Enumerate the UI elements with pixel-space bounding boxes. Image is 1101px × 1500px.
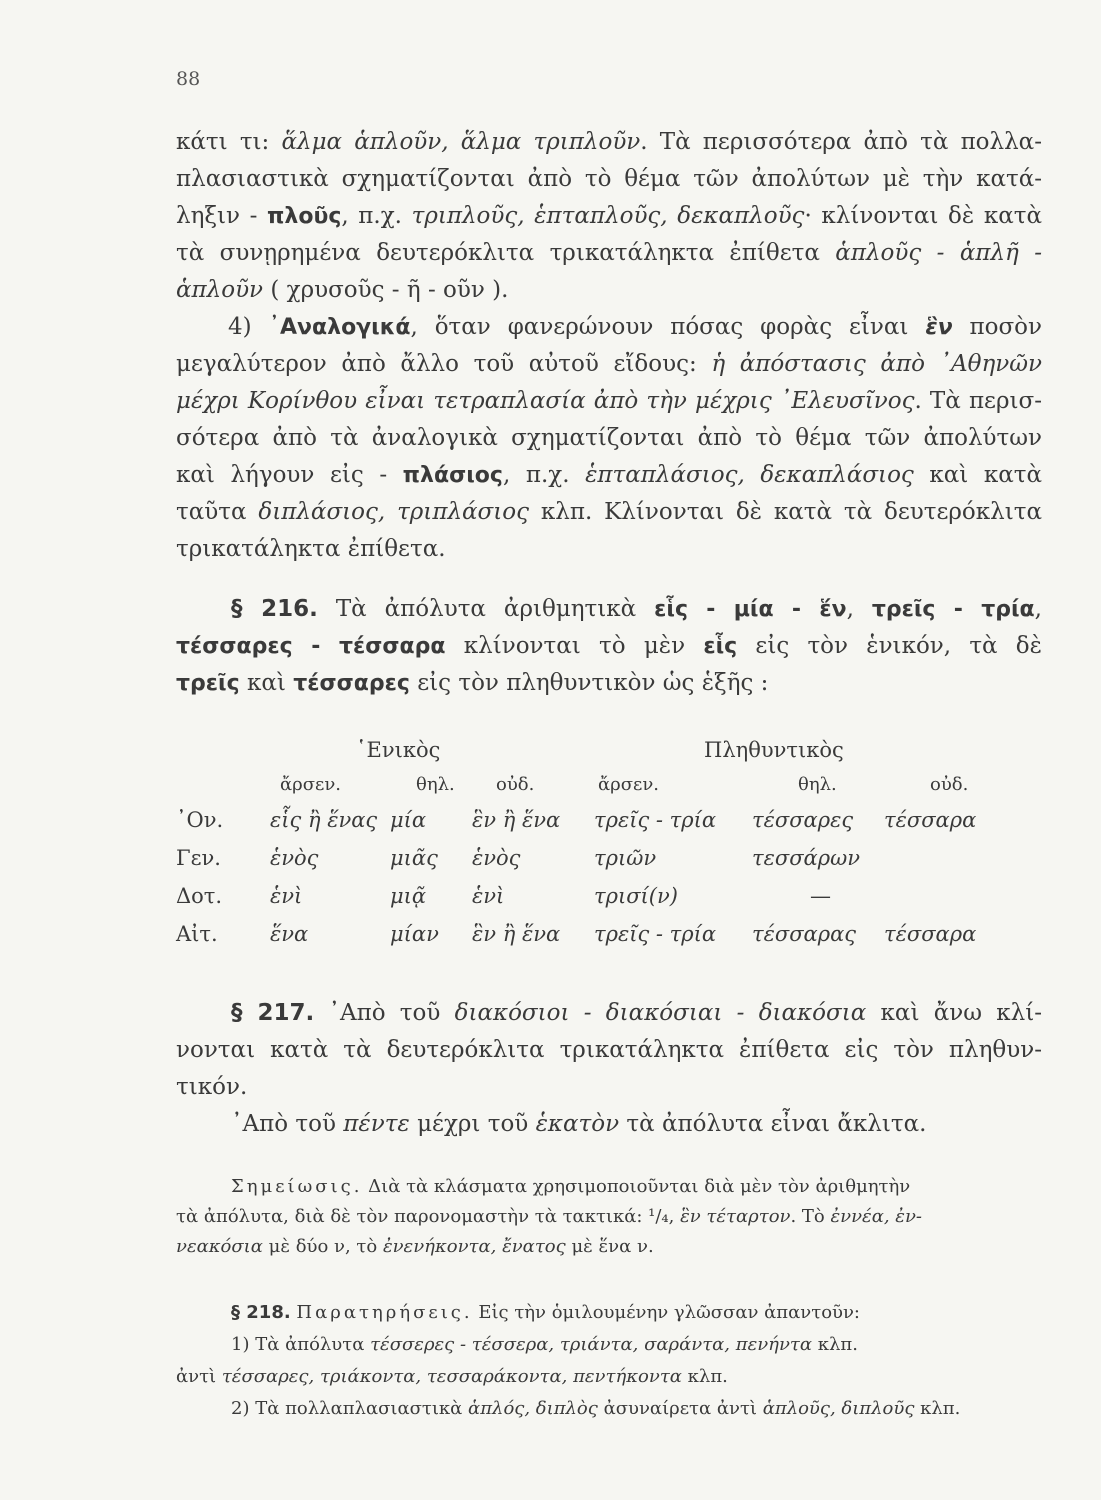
table-cell: τέσσαρα <box>884 922 977 946</box>
section-216 <box>176 591 1042 702</box>
text-line: τρεῖς καὶ τέσσαρες εἰς τὸν πληθυντικὸν ὡς ἑξῆς : <box>176 670 769 696</box>
text-line: νονται κατὰ τὰ δευτερόκλιτα τρικατάληκτα ἐπίθετα εἰς τὸν πληθυν- <box>176 1037 1042 1063</box>
table-cell: τέσσαρες <box>752 808 854 832</box>
table-cell: ἑνὶ <box>270 884 303 908</box>
text-line: τρικατάληκτα ἐπίθετα. <box>176 536 446 562</box>
text-line: τικόν. <box>176 1074 248 1100</box>
case-label: Αἰτ. <box>176 922 218 946</box>
text-line: μεγαλύτερον ἀπὸ ἄλλο τοῦ αὐτοῦ εἴδους: ἡ ἀπόστασις ἀπὸ ᾿Αθηνῶν <box>176 351 1043 377</box>
note-line: Σημείωσις. Διὰ τὰ κλάσματα χρησιμοποιοῦνται διὰ μὲν τὸν ἀριθμητὴν <box>231 1176 911 1197</box>
table-cell: ἕνα <box>270 922 309 946</box>
table-cell: μίαν <box>390 922 439 946</box>
paragraph-multiplicatives <box>176 124 1042 309</box>
text-line: 4) ᾿Αναλογικά, ὅταν φανερώνουν πόσας φορὰς εἶναι ἓν ποσὸν <box>228 314 1042 340</box>
text-line: § 216. Τὰ ἀπόλυτα ἀριθμητικὰ εἷς - μία - ἕν, τρεῖς - τρία, <box>231 596 1042 622</box>
text-line: τέσσαρες - τέσσαρα κλίνονται τὸ μὲν εἷς εἰς τὸν ἑνικόν, τὰ δὲ <box>176 633 1042 659</box>
text-line: μέχρι Κορίνθου εἶναι τετραπλασία ἀπὸ τὴν μέχρις ᾿Ελευσῖνος. Τὰ περισ- <box>176 388 1042 414</box>
section-218 <box>176 1297 1042 1425</box>
col-header: θηλ. <box>416 774 455 795</box>
table-cell: ἓν ἢ ἕνα <box>472 922 561 946</box>
paragraph-proportionals <box>176 309 1042 568</box>
text-line: § 217. ᾿Απὸ τοῦ διακόσιοι - διακόσιαι - διακόσια καὶ ἄνω κλί- <box>231 1000 1042 1026</box>
text-line: τὰ συνῃρημένα δευτερόκλιτα τρικατάληκτα ἐπίθετα ἁπλοῦς - ἁπλῆ - <box>176 240 1042 266</box>
table-cell: ἑνὸς <box>270 846 319 870</box>
table-cell: τρεῖς - τρία <box>594 808 717 832</box>
table-cell: ἑνὶ <box>472 884 505 908</box>
table-cell: τέσσαρας <box>752 922 857 946</box>
note-line: 1) Τὰ ἀπόλυτα τέσσερες - τέσσερα, τριάντα, σαράντα, πενήντα κλπ. <box>231 1334 858 1355</box>
text-line: ληξιν - πλοῦς, π.χ. τριπλοῦς, ἑπταπλοῦς, δεκαπλοῦς· κλίνονται δὲ κατὰ <box>176 203 1042 229</box>
note-line: § 218. Παρατηρήσεις. Εἰς τὴν ὁμιλουμένην γλῶσσαν ἀπαντοῦν: <box>231 1302 860 1323</box>
case-label: Δοτ. <box>176 884 223 908</box>
table-cell: τέσσαρα <box>884 808 977 832</box>
text-line: καὶ λήγουν εἰς - πλάσιος, π.χ. ἑπταπλάσιος, δεκαπλάσιος καὶ κατὰ <box>176 462 1043 488</box>
table-cell: τρεῖς - τρία <box>594 922 717 946</box>
col-header: ἄρσεν. <box>280 774 342 795</box>
text-line: σότερα ἀπὸ τὰ ἀναλογικὰ σχηματίζονται ἀπὸ τὸ θέμα τῶν ἀπολύτων <box>176 425 1042 451</box>
table-cell: τριῶν <box>594 846 657 870</box>
col-header: θηλ. <box>798 774 837 795</box>
note-block <box>176 1172 1042 1262</box>
table-cell: μία <box>390 808 427 832</box>
col-header: οὐδ. <box>930 774 969 795</box>
group-singular: ῾Ενικὸς <box>356 738 441 762</box>
text-line: ἁπλοῦν ( χρυσοῦς - ῆ - οῦν ). <box>176 277 509 303</box>
note-line: ἀντὶ τέσσαρες, τριάκοντα, τεσσαράκοντα, πεντήκοντα κλπ. <box>176 1366 728 1387</box>
case-label: ᾿Ον. <box>176 808 224 832</box>
note-line: νεακόσια μὲ δύο ν, τὸ ἐνενήκοντα, ἔνατος μὲ ἕνα ν. <box>176 1236 654 1257</box>
col-header: ἄρσεν. <box>598 774 660 795</box>
text-line: ταῦτα διπλάσιος, τριπλάσιος κλπ. Κλίνονται δὲ κατὰ τὰ δευτερόκλιτα <box>176 499 1042 525</box>
case-label: Γεν. <box>176 846 221 870</box>
note-label: Σημείωσις. <box>231 1176 363 1197</box>
note-line: τὰ ἀπόλυτα, διὰ δὲ τὸν παρονομαστὴν τὰ τακτικά: ¹/₄, ἓν τέταρτον. Τὸ ἐννέα, ἐν- <box>176 1206 922 1227</box>
table-cell: τεσσάρων <box>752 846 860 870</box>
table-cell: τρισί(ν) <box>594 884 678 908</box>
table-cell: μιᾷ <box>390 884 427 908</box>
text-line: πλασιαστικὰ σχηματίζονται ἀπὸ τὸ θέμα τῶν ἀπολύτων μὲ τὴν κατά- <box>176 166 1042 192</box>
col-header: οὐδ. <box>496 774 535 795</box>
text-line: ᾿Απὸ τοῦ πέντε μέχρι τοῦ ἑκατὸν τὰ ἀπόλυτα εἶναι ἄκλιτα. <box>231 1111 927 1137</box>
table-cell: μιᾶς <box>390 846 438 870</box>
group-plural: Πληθυντικὸς <box>704 738 844 762</box>
table-cell: ἑνὸς <box>472 846 521 870</box>
table-cell: εἷς ἢ ἕνας <box>270 808 378 832</box>
section-217 <box>176 995 1042 1143</box>
note-line: 2) Τὰ πολλαπλασιαστικὰ ἁπλός, διπλὸς ἀσυναίρετα ἀντὶ ἁπλοῦς, διπλοῦς κλπ. <box>231 1398 961 1419</box>
table-cell-dash: — <box>810 884 831 908</box>
page-number: 88 <box>176 68 201 90</box>
table-cell: ἓν ἢ ἕνα <box>472 808 561 832</box>
text-line: κάτι τι: ἅλμα ἁπλοῦν, ἅλμα τριπλοῦν. Τὰ περισσότερα ἀπὸ τὰ πολλα- <box>176 129 1042 155</box>
